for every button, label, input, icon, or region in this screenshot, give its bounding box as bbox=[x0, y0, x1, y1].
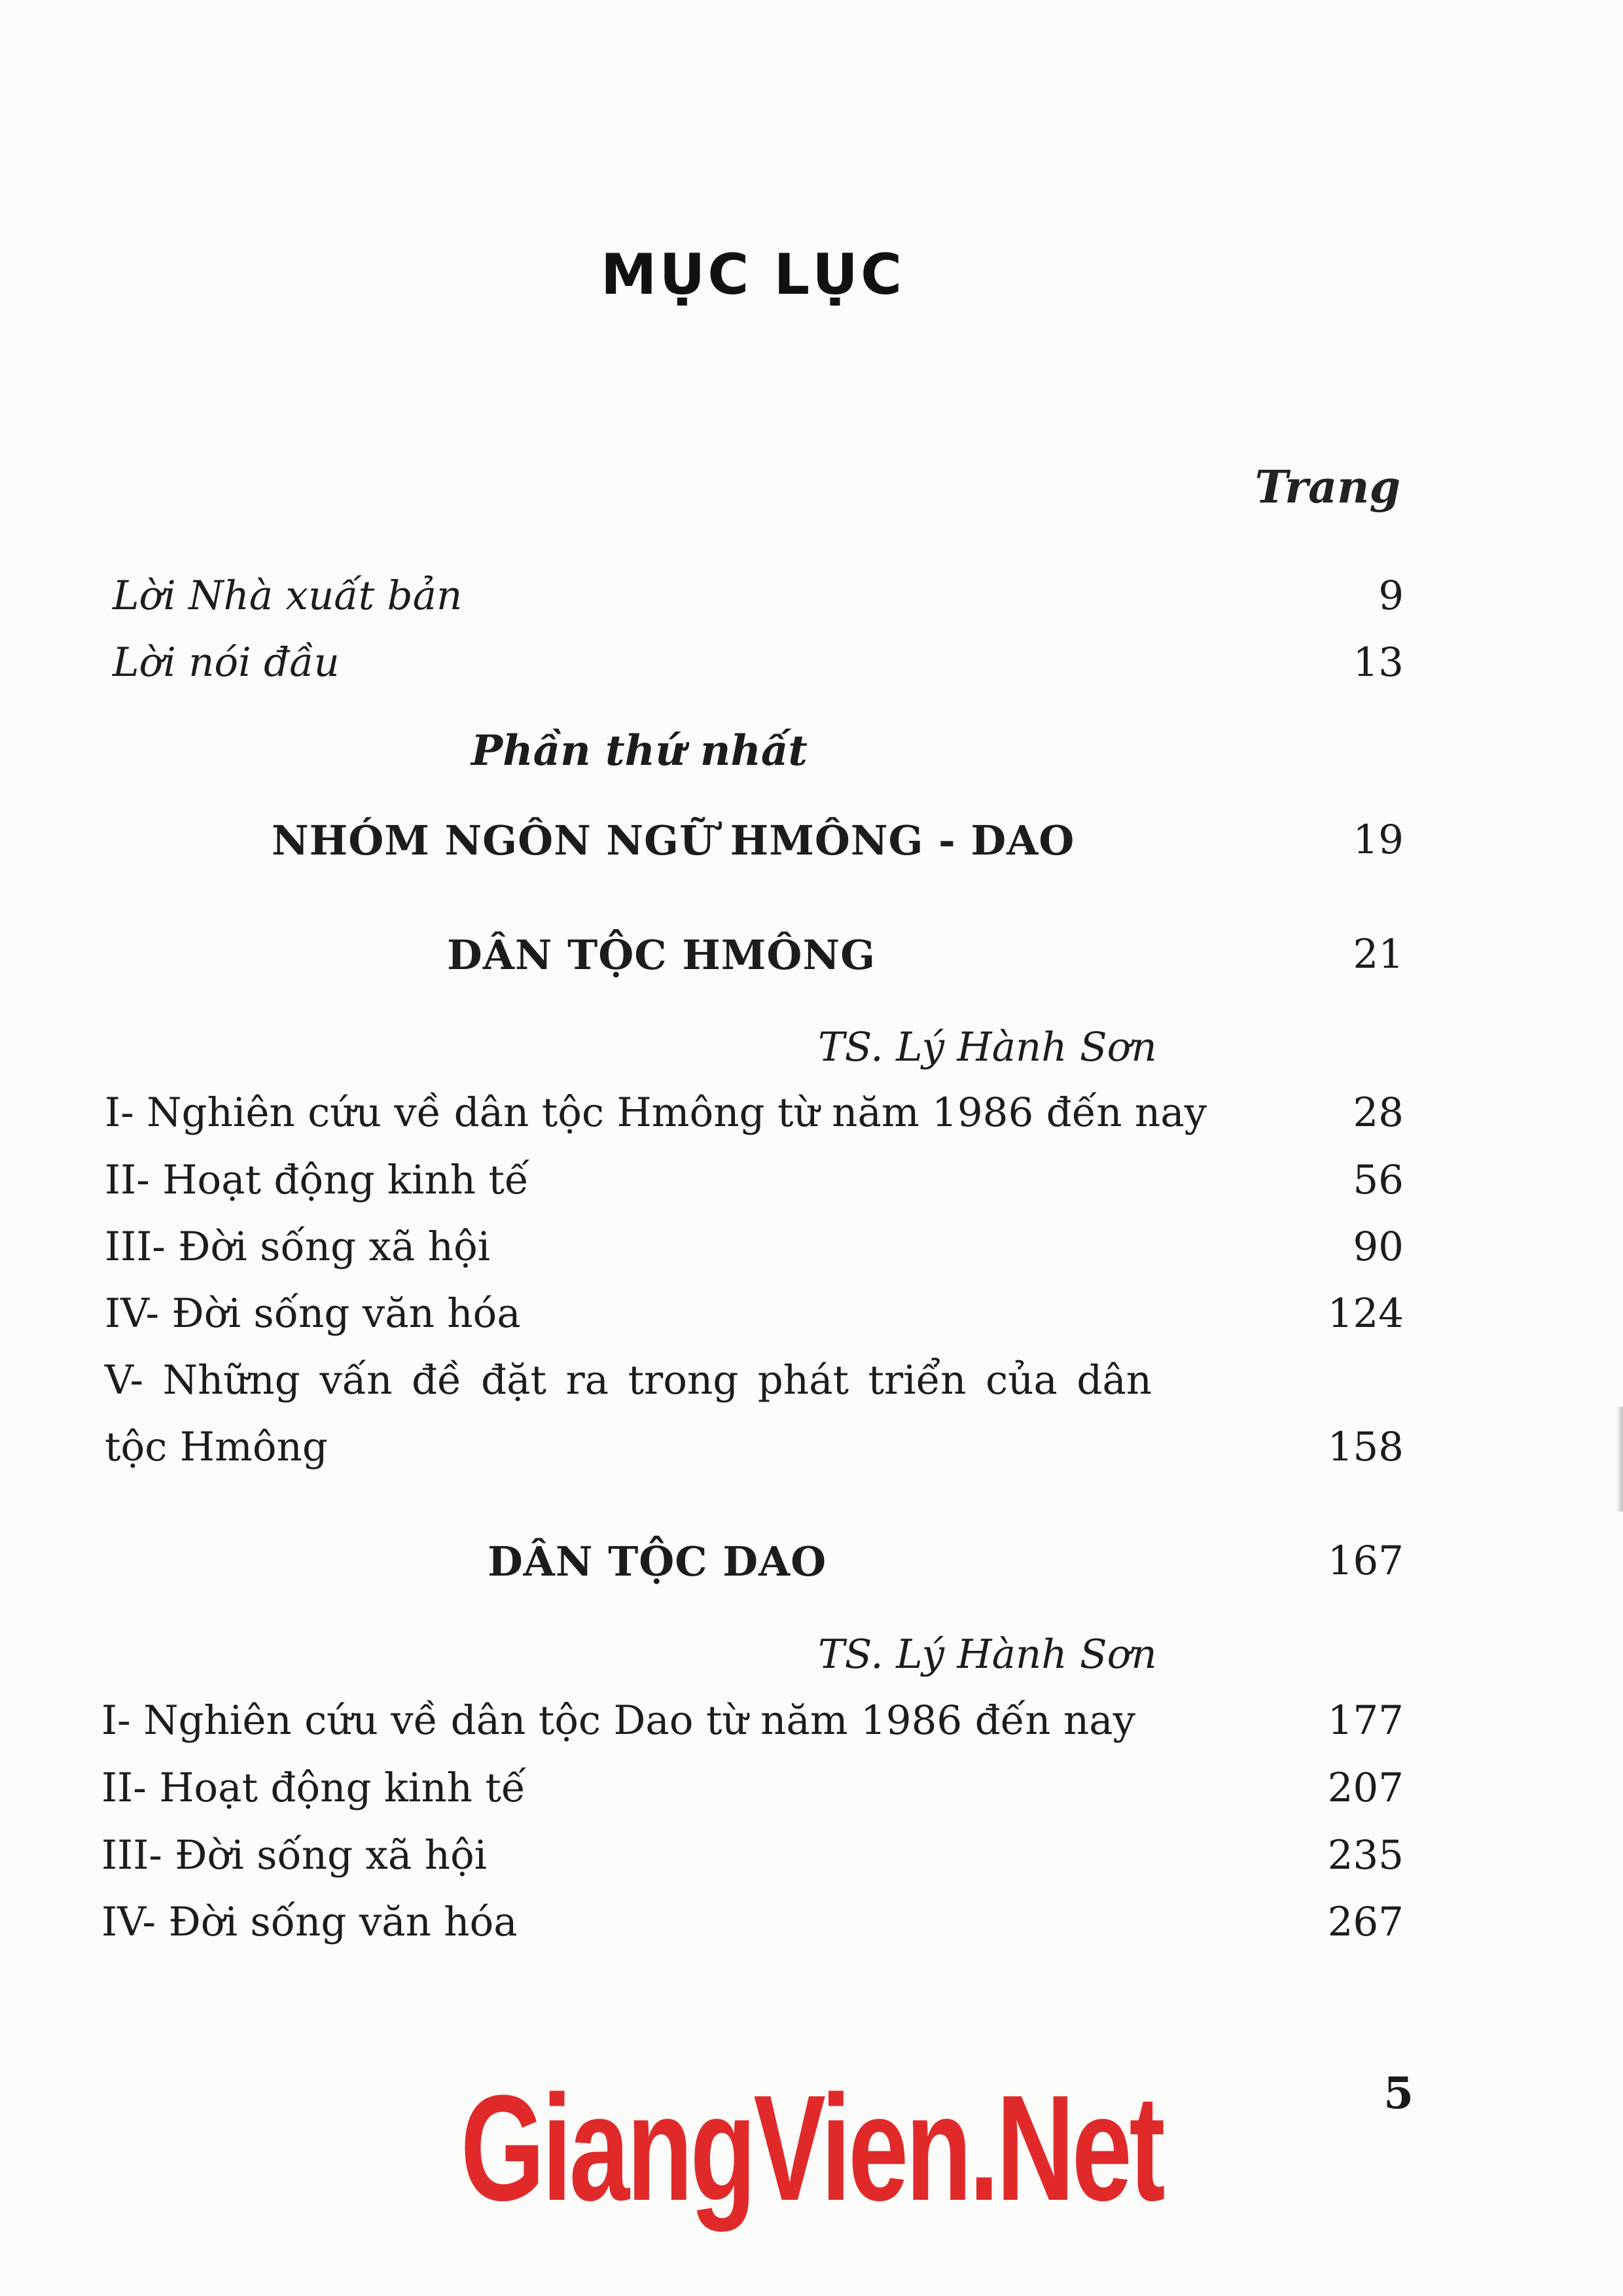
toc-section[interactable] bbox=[0, 931, 1623, 990]
toc-entry-page: 13 bbox=[1353, 639, 1404, 686]
toc-entry[interactable] bbox=[0, 573, 1623, 631]
toc-entry-page: 267 bbox=[1327, 1899, 1404, 1945]
toc-author bbox=[0, 1631, 1623, 1690]
toc-section[interactable] bbox=[0, 1538, 1623, 1597]
toc-entry[interactable] bbox=[0, 639, 1623, 698]
toc-section-title: DÂN TỘC DAO bbox=[488, 1538, 827, 1585]
toc-entry-page: 124 bbox=[1327, 1290, 1404, 1337]
page-title: MỤC LỤC bbox=[600, 242, 905, 308]
toc-entry-text: I- Nghiên cứu về dân tộc Hmông từ năm 1986 đến nay bbox=[105, 1089, 1207, 1136]
toc-entry[interactable] bbox=[0, 1899, 1623, 1958]
toc-entry[interactable] bbox=[0, 1224, 1623, 1282]
toc-entry-page: 207 bbox=[1327, 1765, 1404, 1811]
toc-entry[interactable] bbox=[0, 1765, 1623, 1824]
toc-entry-text: III- Đời sống xã hội bbox=[101, 1832, 488, 1879]
toc-entry-page: 90 bbox=[1353, 1224, 1404, 1270]
page-column-label: Trang bbox=[1255, 461, 1400, 514]
toc-entry-text: Lời nói đầu bbox=[113, 639, 340, 686]
author-name: TS. Lý Hành Sơn bbox=[818, 1024, 1157, 1070]
toc-entry-text: IV- Đời sống văn hóa bbox=[101, 1899, 518, 1945]
page-number: 5 bbox=[1383, 2068, 1414, 2119]
author-name: TS. Lý Hành Sơn bbox=[818, 1631, 1157, 1678]
toc-entry-text: II- Hoạt động kinh tế bbox=[105, 1157, 529, 1203]
toc-entry[interactable] bbox=[0, 1357, 1623, 1488]
toc-entry[interactable] bbox=[0, 1290, 1623, 1349]
toc-entry-page: 19 bbox=[1353, 817, 1404, 863]
toc-section-title: DÂN TỘC HMÔNG bbox=[447, 931, 876, 979]
toc-entry[interactable] bbox=[0, 1089, 1623, 1148]
part-label: Phần thứ nhất bbox=[471, 726, 808, 775]
toc-entry-page: 167 bbox=[1327, 1538, 1404, 1584]
toc-entry-page: 177 bbox=[1327, 1697, 1404, 1744]
toc-entry-page: 235 bbox=[1327, 1832, 1404, 1879]
toc-entry-text: I- Nghiên cứu về dân tộc Dao từ năm 1986 đến nay bbox=[101, 1697, 1135, 1744]
toc-author bbox=[0, 1024, 1623, 1083]
toc-entry-page: 21 bbox=[1353, 931, 1404, 978]
toc-entry-text: II- Hoạt động kinh tế bbox=[101, 1765, 526, 1811]
toc-entry-text-continued: tộc Hmông bbox=[105, 1424, 328, 1470]
toc-entry[interactable] bbox=[0, 1157, 1623, 1216]
toc-entry-page: 56 bbox=[1353, 1157, 1404, 1203]
toc-entry-text: IV- Đời sống văn hóa bbox=[105, 1290, 521, 1337]
toc-entry-page: 9 bbox=[1378, 573, 1404, 619]
toc-section-title: NHÓM NGÔN NGỮ HMÔNG - DAO bbox=[272, 817, 1075, 864]
toc-section[interactable] bbox=[0, 817, 1623, 875]
toc-entry[interactable] bbox=[0, 1697, 1623, 1756]
toc-entry-text: V- Những vấn đề đặt ra trong phát triển của dân bbox=[105, 1357, 1152, 1404]
toc-entry[interactable] bbox=[0, 1832, 1623, 1891]
toc-entry-page: 28 bbox=[1353, 1089, 1404, 1136]
toc-entry-page: 158 bbox=[1327, 1424, 1404, 1470]
toc-part-heading bbox=[0, 726, 1623, 785]
toc-entry-text: Lời Nhà xuất bản bbox=[113, 573, 463, 619]
toc-entry-text: III- Đời sống xã hội bbox=[105, 1224, 491, 1270]
watermark-logo: GiangVien.Net bbox=[460, 2064, 1163, 2232]
